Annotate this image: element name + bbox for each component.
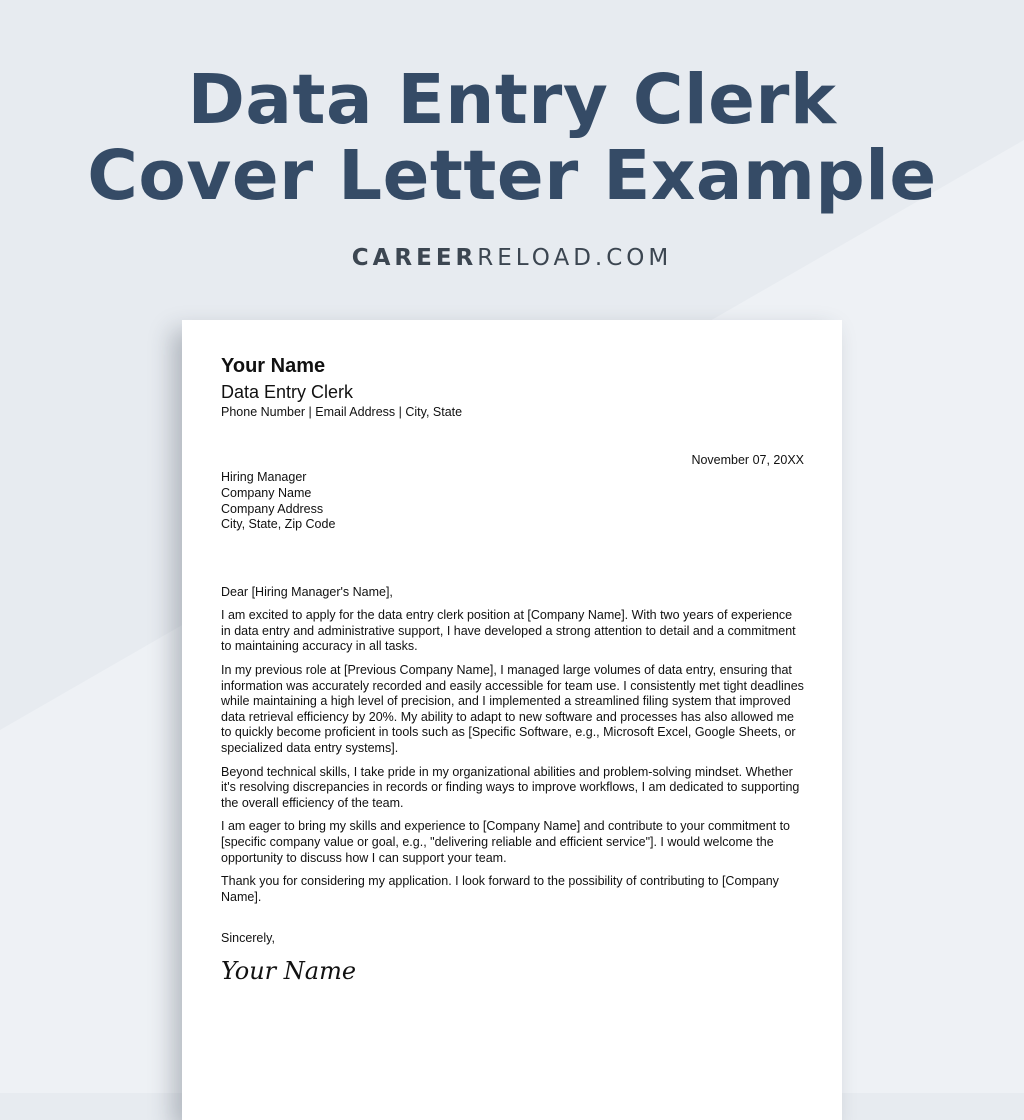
recipient-line: Company Name <box>221 485 312 500</box>
applicant-contact: Phone Number | Email Address | City, State <box>221 405 463 419</box>
body-paragraph: I am eager to bring my skills and experience to [Company Name] and contribute to your commitment to [specific company value or goal, e.g., "delivering reliable and efficient service"]. I would welcome the opportunity to discuss how I can support your team. <box>221 819 791 865</box>
applicant-name: Your Name <box>221 355 326 377</box>
applicant-role: Data Entry Clerk <box>221 382 354 402</box>
recipient-line: Company Address <box>221 501 324 516</box>
recipient-block <box>221 470 804 533</box>
body-paragraph: In my previous role at [Previous Company Name], I managed large volumes of data entry, ensuring that information was accurately recorded and easily accessible for team use. I consistently met tight deadlines while maintaining a high level of precision, and I implemented a streamlined filing system that improved data retrieval efficiency by 20%. My ability to adapt to new software and processes has also allowed me to quickly become proficient in tools such as [Specific Software, e.g., Microsoft Excel, Google Sheets, or specialized data entry systems]. <box>221 662 804 755</box>
body-paragraph: Thank you for considering my application. I look forward to the possibility of contributing to [Company Name]. <box>221 874 779 904</box>
title-line-1: Data Entry Clerk <box>187 60 837 140</box>
salutation: Dear [Hiring Manager's Name], <box>221 585 393 600</box>
letter-document <box>182 320 842 1120</box>
signature: Your Name <box>221 957 357 986</box>
recipient-line: City, State, Zip Code <box>221 517 336 532</box>
body-paragraph: I am excited to apply for the data entry clerk position at [Company Name]. With two years of experience in data entry and administrative support, I have developed a strong attention to detail and a commitment to maintaining accuracy in all tasks. <box>221 608 796 654</box>
closing: Sincerely, <box>221 931 275 946</box>
brand-light: RELOAD.COM <box>477 245 673 271</box>
brand-bold: CAREER <box>351 245 478 271</box>
recipient-line: Hiring Manager <box>221 470 307 484</box>
letter-content <box>221 352 804 986</box>
letter-date: November 07, 20XX <box>691 453 804 467</box>
brand-logo-text <box>0 245 1024 271</box>
body-paragraph: Beyond technical skills, I take pride in my organizational abilities and problem-solving mindset. Whether it's resolving discrepancies in records or finding ways to improve workflows, I am dedicated to supporting the overall efficiency of the team. <box>221 764 800 810</box>
title-line-2: Cover Letter Example <box>87 136 937 216</box>
page-header <box>0 62 1024 214</box>
